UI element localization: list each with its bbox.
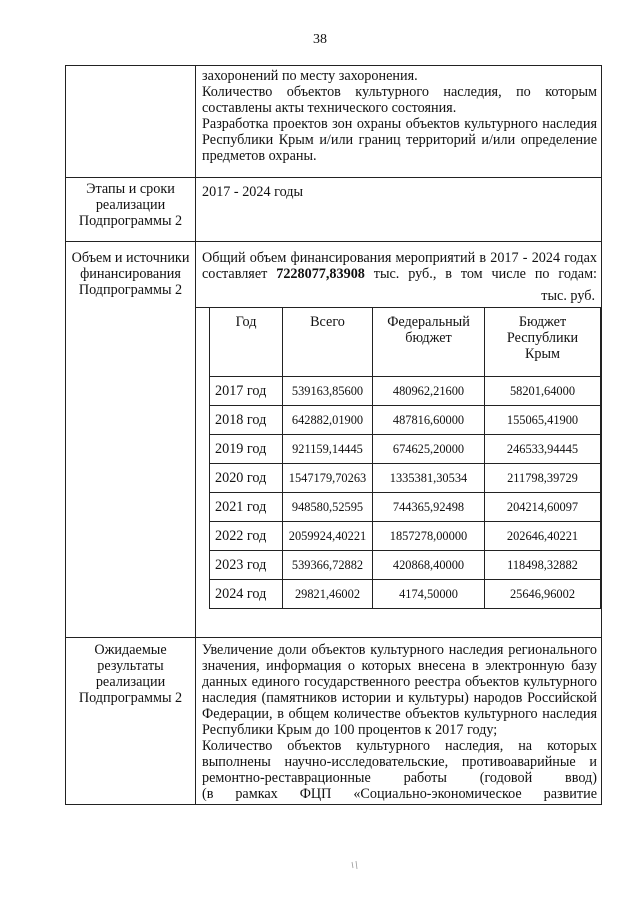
passport-table — [65, 65, 602, 805]
goals-label-cell — [66, 66, 196, 178]
cell-regional: 202646,40221 — [485, 522, 601, 551]
row-results — [66, 638, 602, 805]
financing-units: тыс. руб. — [541, 288, 595, 304]
cell-regional: 58201,64000 — [485, 377, 601, 406]
financing-table-row — [210, 406, 601, 435]
cell-federal: 487816,60000 — [373, 406, 485, 435]
cell-federal: 1335381,30534 — [373, 464, 485, 493]
cell-total: 29821,46002 — [283, 580, 373, 609]
cell-regional: 211798,39729 — [485, 464, 601, 493]
cell-total: 948580,52595 — [283, 493, 373, 522]
cell-federal: 480962,21600 — [373, 377, 485, 406]
financing-table-row — [210, 377, 601, 406]
header-total: Всего — [283, 308, 373, 377]
financing-text-after: тыс. руб., в том числе по годам: — [373, 266, 598, 282]
cell-total: 2059924,40221 — [283, 522, 373, 551]
header-federal: Федеральный бюджет — [373, 308, 485, 377]
results-paragraph-2-last: (в рамках ФЦП «Социально-экономическое развитие — [202, 786, 597, 802]
cell-total: 642882,01900 — [283, 406, 373, 435]
financing-table-row — [210, 551, 601, 580]
financing-table — [209, 308, 601, 609]
cell-year: 2022 год — [210, 522, 283, 551]
cell-year: 2019 год — [210, 435, 283, 464]
cell-total: 921159,14445 — [283, 435, 373, 464]
cell-year: 2020 год — [210, 464, 283, 493]
financing-label: Объем и источники финансирования Подпрограммы 2 — [66, 242, 196, 638]
results-value-cell — [196, 638, 602, 805]
financing-table-row — [210, 522, 601, 551]
cell-federal: 674625,20000 — [373, 435, 485, 464]
financing-value-cell — [196, 242, 602, 638]
goals-line-2: Количество объектов культурного наследия, по которым составлены акты технического состояния. — [202, 84, 597, 116]
financing-text-line — [202, 250, 597, 282]
cell-federal: 744365,92498 — [373, 493, 485, 522]
results-paragraph-2: Количество объектов культурного наследия, на которых выполнены научно-исследовательские, противоаварийные и ремонтно-реставрационные работы (годовой ввод) — [202, 738, 597, 786]
cell-total: 539163,85600 — [283, 377, 373, 406]
results-label: Ожидаемые результаты реализации Подпрограммы 2 — [66, 638, 196, 805]
cell-year: 2024 год — [210, 580, 283, 609]
cell-federal: 1857278,00000 — [373, 522, 485, 551]
cell-regional: 246533,94445 — [485, 435, 601, 464]
cell-regional: 25646,96002 — [485, 580, 601, 609]
cell-year: 2017 год — [210, 377, 283, 406]
page-number: 38 — [313, 32, 327, 47]
header-regional: Бюджет Республики Крым — [485, 308, 601, 377]
financing-table-row — [210, 435, 601, 464]
financing-table-wrap — [196, 307, 601, 637]
financing-table-row — [210, 464, 601, 493]
financing-text-before: Общий объем финансирования мероприятий в 2017 - 2024 годах составляет — [202, 250, 597, 282]
goals-line-1: захоронений по месту захоронения. — [202, 68, 418, 84]
cell-federal: 4174,50000 — [373, 580, 485, 609]
cell-federal: 420868,40000 — [373, 551, 485, 580]
results-paragraph-1: Увеличение доли объектов культурного наследия регионального значения, информация о которых внесена в электронную базу данных единого государственного реестра объектов культурного наследия (памятников истории и культуры) народов Российской Федерации, в общем количестве объектов культурного наследия Республики Крым до 100 процентов к 2017 году; — [202, 642, 597, 738]
row-financing — [66, 242, 602, 638]
scan-mark-icon — [350, 860, 362, 870]
financing-table-header — [210, 308, 601, 377]
row-goals-continued — [66, 66, 602, 178]
cell-year: 2021 год — [210, 493, 283, 522]
financing-total-amount: 7228077,83908 — [276, 266, 365, 282]
row-stages — [66, 178, 602, 242]
cell-regional: 118498,32882 — [485, 551, 601, 580]
financing-table-row — [210, 580, 601, 609]
stages-label: Этапы и сроки реализации Подпрограммы 2 — [66, 178, 196, 242]
cell-total: 1547179,70263 — [283, 464, 373, 493]
goals-line-3: Разработка проектов зон охраны объектов культурного наследия Республики Крым и/или границ территорий и/или определение предметов охраны. — [202, 116, 597, 164]
header-year: Год — [210, 308, 283, 377]
cell-regional: 155065,41900 — [485, 406, 601, 435]
cell-regional: 204214,60097 — [485, 493, 601, 522]
stages-value: 2017 - 2024 годы — [196, 178, 602, 242]
financing-table-row — [210, 493, 601, 522]
goals-value-cell — [196, 66, 602, 178]
cell-total: 539366,72882 — [283, 551, 373, 580]
cell-year: 2023 год — [210, 551, 283, 580]
cell-year: 2018 год — [210, 406, 283, 435]
